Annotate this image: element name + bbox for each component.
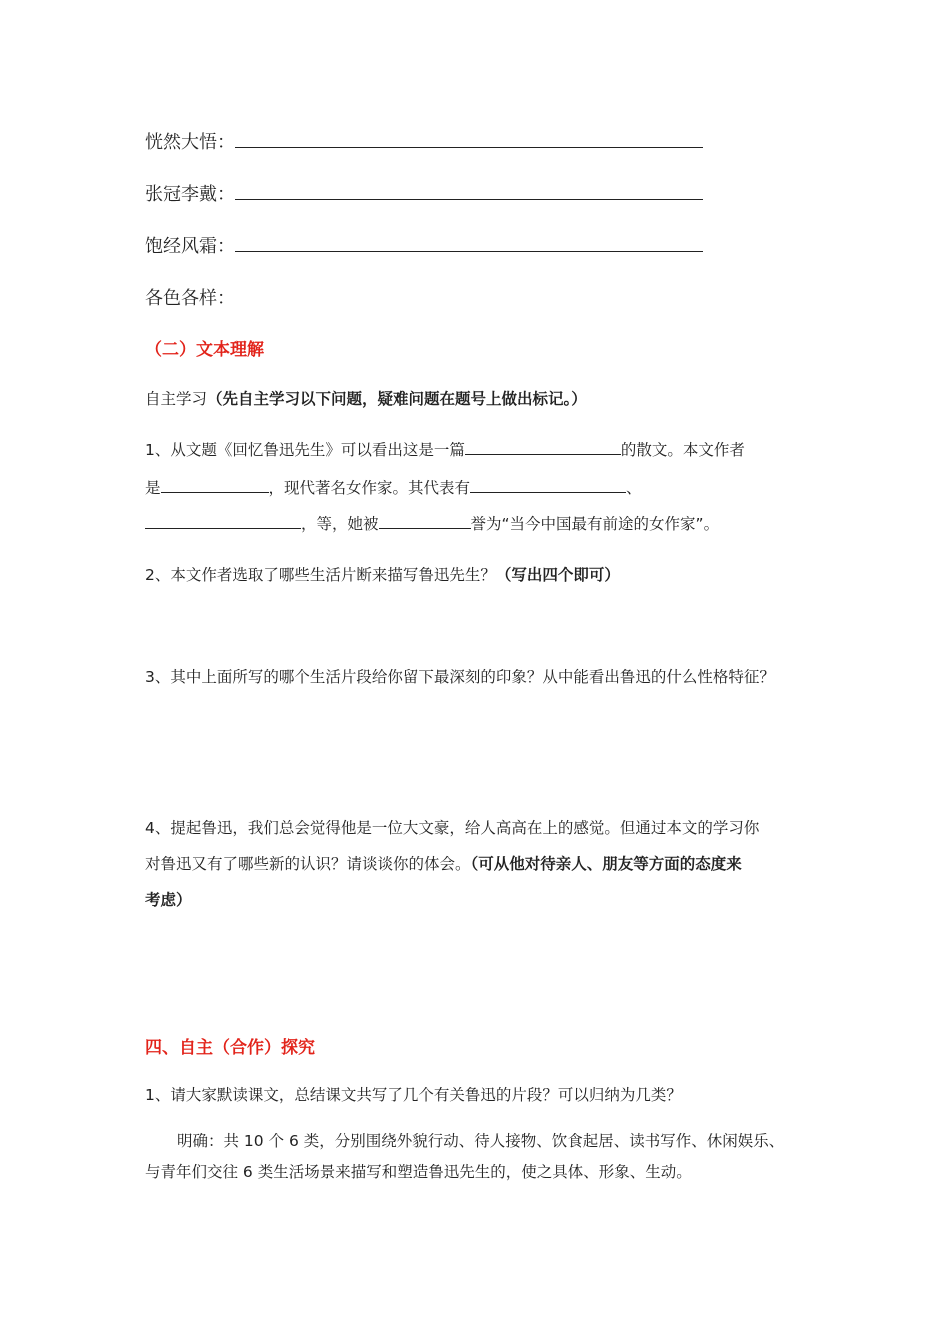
answer-blank[interactable] [465,453,621,455]
question-text: 对鲁迅又有了哪些新的认识？请谈谈你的体会。 [145,855,471,873]
vocab-item-1 [145,128,703,154]
question-text: 是 [145,479,161,497]
section-heading-text-understanding: （二）文本理解 [145,340,264,360]
question-text: ，现代著名女作家。其代表有 [268,479,471,497]
answer-blank[interactable] [235,146,703,148]
vocab-term: 张冠李戴： [145,184,235,205]
vocab-term: 饱经风霜： [145,236,235,257]
question-1-line-2 [145,476,642,498]
vocab-item-4 [145,284,235,310]
question-note: （可从他对待亲人、朋友等方面的态度来 [470,855,742,873]
self-study-line [145,387,587,409]
vocab-item-2 [145,180,703,206]
question-text: 、 [626,479,642,497]
answer-line-2: 与青年们交往 6 类生活场景来描写和塑造鲁迅先生的，使之具体、形象、生动。 [145,1163,692,1181]
inquiry-question-1: 1、请大家默读课文，总结课文共写了几个有关鲁迅的片段？可以归纳为几类？ [145,1086,682,1104]
vocab-item-3 [145,232,703,258]
answer-blank[interactable] [470,491,626,493]
question-text: 的散文。本文作者 [620,441,745,459]
self-study-label: 自主学习 [145,390,208,408]
question-4-line-1: 4、提起鲁迅，我们总会觉得他是一位大文豪，给人高高在上的感觉。但通过本文的学习你 [145,819,760,837]
question-2 [145,563,620,585]
answer-blank[interactable] [235,198,703,200]
self-study-note: （先自主学习以下问题，疑难问题在题号上做出标记。） [207,390,587,408]
vocab-term: 各色各样： [145,288,235,309]
vocab-term: 恍然大悟： [145,132,235,153]
answer-blank[interactable] [235,250,703,252]
question-text: 2、本文作者选取了哪些生活片断来描写鲁迅先生？ [145,566,496,584]
answer-blank[interactable] [379,527,471,529]
answer-line-1: 明确：共 10 个 6 类，分别围绕外貌行动、待人接物、饮食起居、读书写作、休闲娱乐、 [177,1132,785,1150]
question-3: 3、其中上面所写的哪个生活片段给你留下最深刻的印象？从中能看出鲁迅的什么性格特征？ [145,668,775,686]
question-text: 1、从文题《回忆鲁迅先生》可以看出这是一篇 [145,441,465,459]
answer-blank[interactable] [145,527,301,529]
question-1-line-1 [145,438,745,460]
question-4-line-3: 考虑） [145,891,192,909]
question-note: （写出四个即可） [495,566,620,584]
question-1-line-3 [145,512,719,534]
section-heading-inquiry: 四、自主（合作）探究 [145,1038,315,1058]
answer-blank[interactable] [161,491,269,493]
question-text: ，等，她被 [301,515,379,533]
question-text: 誉为“当今中国最有前途的女作家”。 [470,515,720,533]
question-4-line-2 [145,852,742,874]
